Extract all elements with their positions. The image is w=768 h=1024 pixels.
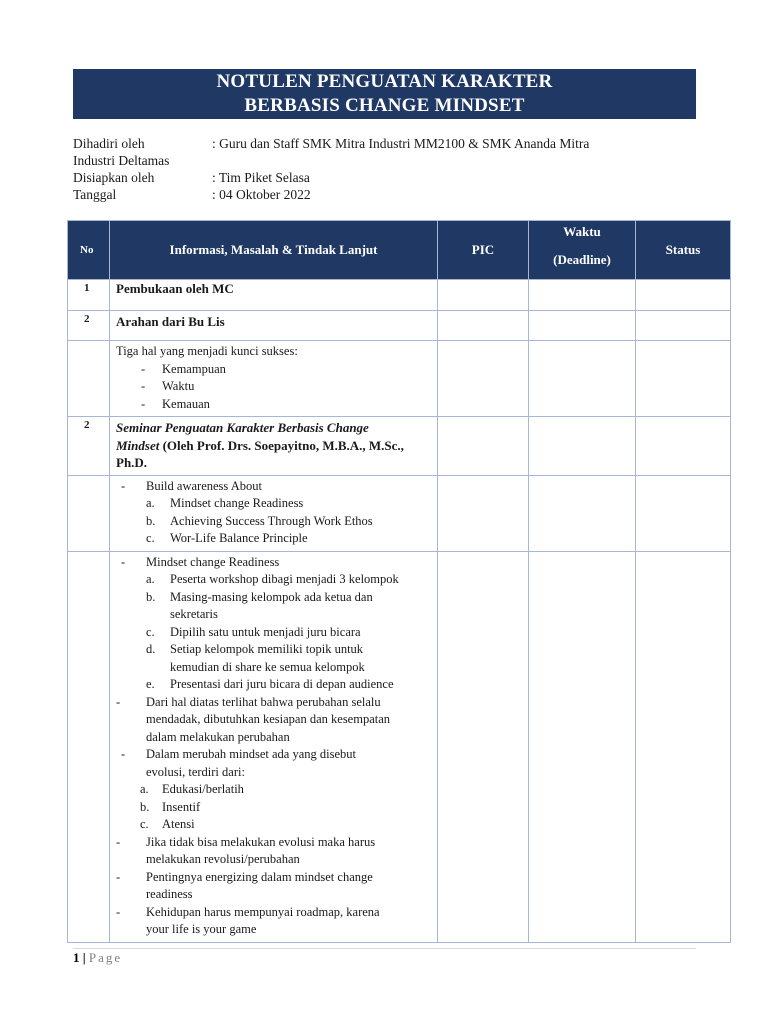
- list-item: b. Achieving Success Through Work Ethos: [146, 513, 373, 528]
- status-cell: [636, 341, 731, 417]
- list-item: - Dalam merubah mindset ada yang disebut: [121, 747, 357, 761]
- status-cell: [636, 311, 731, 341]
- attended-label: Dihadiri oleh: [73, 136, 145, 151]
- list-item: - Kemauan: [141, 396, 210, 411]
- list-item: d. Setiap kelompok memiliki topik untuk: [146, 642, 364, 656]
- table-row: [68, 311, 731, 341]
- date-value: : 04 Oktober 2022: [212, 187, 311, 202]
- list-item: b. Insentif: [140, 799, 201, 814]
- row-number: [68, 551, 110, 942]
- list-item: e. Presentasi dari juru bicara di depan audience: [146, 677, 394, 691]
- meta-attended-row: [73, 135, 713, 152]
- table-row: [68, 280, 731, 311]
- row-info: [110, 311, 438, 341]
- list-item: a. Mindset change Readiness: [146, 496, 304, 510]
- seminar-speaker-cont: Ph.D.: [116, 455, 148, 470]
- meta-attended-cont: [73, 152, 713, 169]
- list-item: b. Masing-masing kelompok ada ketua dan: [146, 589, 373, 604]
- list-item-cont: mendadak, dibutuhkan kesiapan dan kesempatan: [146, 712, 391, 726]
- meta-prepared-row: [73, 169, 713, 186]
- deadline-cell: [529, 280, 636, 311]
- list-item: - Kehidupan harus mempunyai roadmap, karena: [116, 904, 380, 919]
- col-header-pic: PIC: [438, 221, 529, 280]
- title-line-1: NOTULEN PENGUATAN KARAKTER: [216, 71, 553, 92]
- date-label: Tanggal: [73, 187, 117, 202]
- pic-cell: [438, 280, 529, 311]
- row-number: [68, 475, 110, 551]
- table-row: [68, 417, 731, 476]
- prepared-value: : Tim Piket Selasa: [212, 170, 310, 185]
- list-item-cont: evolusi, terdiri dari:: [146, 764, 245, 779]
- col-header-deadline: [529, 221, 636, 280]
- attended-value-cont: Industri Deltamas: [73, 153, 170, 168]
- deadline-cell: [529, 311, 636, 341]
- page-number: 1: [73, 950, 80, 965]
- deadline-cell: [529, 341, 636, 417]
- document-title-banner: [73, 69, 696, 119]
- pic-cell: [438, 417, 529, 476]
- list-item: c. Atensi: [140, 817, 195, 831]
- table-row: [68, 475, 731, 551]
- list-item-cont: melakukan revolusi/perubahan: [146, 852, 300, 866]
- row-info: [110, 341, 438, 417]
- table-row: [68, 551, 731, 942]
- status-cell: [636, 280, 731, 311]
- list-item: c. Wor-Life Balance Principle: [146, 531, 308, 545]
- col-header-info: Informasi, Masalah & Tindak Lanjut: [110, 221, 438, 280]
- row-info: [110, 551, 438, 942]
- list-item: - Build awareness About: [121, 478, 262, 493]
- deadline-cell: [529, 475, 636, 551]
- row-info: [110, 280, 438, 311]
- list-item: a. Peserta workshop dibagi menjadi 3 kelompok: [146, 572, 399, 586]
- list-item: - Dari hal diatas terlihat bahwa perubahan selalu: [116, 694, 381, 709]
- list-item-cont: sekretaris: [170, 607, 218, 621]
- status-cell: [636, 475, 731, 551]
- row-number: [68, 341, 110, 417]
- list-item: - Jika tidak bisa melakukan evolusi maka harus: [116, 834, 376, 849]
- title-line-2: BERBASIS CHANGE MINDSET: [244, 95, 525, 116]
- row-number: 1: [68, 280, 110, 311]
- col-header-no: No: [68, 221, 110, 280]
- page-footer: [73, 950, 122, 966]
- list-item: - Pentingnya energizing dalam mindset change: [116, 869, 373, 884]
- deadline-cell: [529, 417, 636, 476]
- row-number: 2: [68, 417, 110, 476]
- meta-block: [73, 135, 713, 203]
- list-item: - Waktu: [141, 379, 195, 393]
- pic-cell: [438, 311, 529, 341]
- row-info: [110, 475, 438, 551]
- minutes-table: [67, 220, 731, 943]
- list-item: c. Dipilih satu untuk menjadi juru bicara: [146, 624, 361, 639]
- row-info: [110, 417, 438, 476]
- list-item-cont: your life is your game: [146, 922, 257, 936]
- attended-value: : Guru dan Staff SMK Mitra Industri MM2100 & SMK Ananda Mitra: [212, 136, 590, 151]
- table-header-row: [68, 221, 731, 280]
- deadline-cell: [529, 551, 636, 942]
- seminar-speaker: (Oleh Prof. Drs. Soepayitno, M.B.A., M.Sc.,: [159, 437, 404, 453]
- list-item-cont: readiness: [146, 887, 193, 901]
- table-row: [68, 341, 731, 417]
- page-separator: |: [79, 950, 89, 965]
- status-cell: [636, 417, 731, 476]
- pic-cell: [438, 551, 529, 942]
- prepared-label: Disiapkan oleh: [73, 170, 155, 185]
- list-item-cont: dalam melakukan perubahan: [146, 729, 290, 744]
- col-header-status: Status: [636, 221, 731, 280]
- success-keys-intro: Tiga hal yang menjadi kunci sukses:: [116, 344, 298, 358]
- row-number: 2: [68, 311, 110, 341]
- meta-date-row: [73, 186, 713, 203]
- list-item-cont: kemudian di share ke semua kelompok: [170, 659, 365, 674]
- list-item: - Mindset change Readiness: [121, 554, 280, 569]
- status-cell: [636, 551, 731, 942]
- row-title: Pembukaan oleh MC: [116, 281, 234, 296]
- deadline-line-2: (Deadline): [553, 252, 611, 267]
- footer-divider: [73, 948, 696, 949]
- pic-cell: [438, 475, 529, 551]
- list-item: - Kemampuan: [141, 361, 226, 376]
- row-title: Arahan dari Bu Lis: [116, 314, 225, 329]
- list-item: a. Edukasi/berlatih: [140, 782, 244, 796]
- seminar-title-italic-2: Mindset: [116, 437, 160, 453]
- pic-cell: [438, 341, 529, 417]
- deadline-line-1: Waktu: [563, 224, 601, 239]
- seminar-title-italic-1: Seminar Penguatan Karakter Berbasis Change: [116, 420, 369, 435]
- page-label: Page: [88, 950, 123, 965]
